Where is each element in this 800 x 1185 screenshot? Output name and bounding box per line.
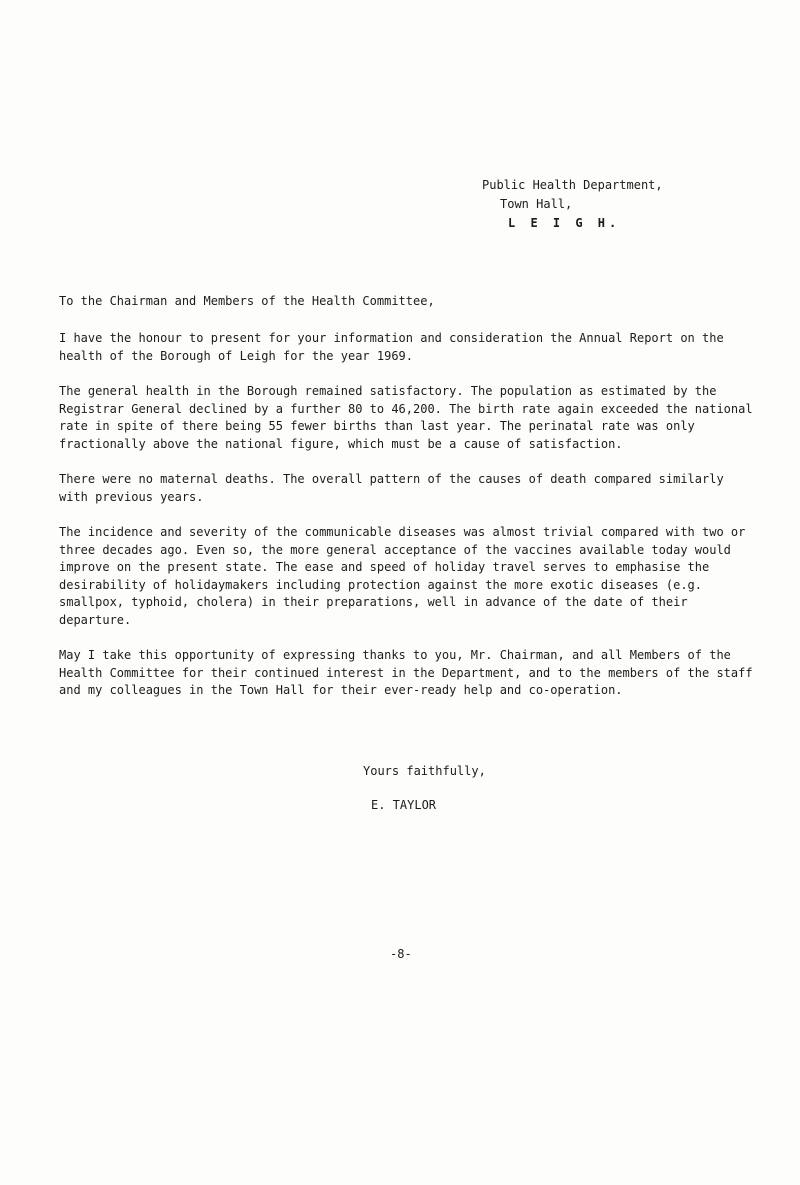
paragraph-intro: I have the honour to present for your information and consideration the Annual Report on the health of the Borough of Leigh for the year 1969. bbox=[59, 331, 724, 363]
paragraph-deaths: There were no maternal deaths. The overall pattern of the causes of death compared similarly with previous years. bbox=[59, 472, 724, 504]
address-line-department: Public Health Department, bbox=[482, 178, 663, 192]
paragraph-communicable-diseases: The incidence and severity of the communicable diseases was almost trivial compared with two or three decades ago. Even so, the more general acceptance of the vaccines available today would improve on the present state. The ease and speed of holiday travel serves to emphasise the desirability of holidaymakers including protection against the more exotic diseases (e.g. smallpox, typhoid, cholera) in their preparations, well in advance of the date of their departure. bbox=[59, 525, 746, 627]
paragraph-general-health: The general health in the Borough remained satisfactory. The population as estimated by the Registrar General declined by a further 80 to 46,200. The birth rate again exceeded the national rate in spite of there being 55 fewer births than last year. The perinatal rate was only fractionally above the national figure, which must be a cause of satisfaction. bbox=[59, 384, 753, 451]
address-line-town: L E I G H. bbox=[508, 216, 621, 230]
signature-name: E. TAYLOR bbox=[371, 798, 437, 812]
salutation: To the Chairman and Members of the Health Committee, bbox=[59, 294, 435, 308]
address-line-town-hall: Town Hall, bbox=[500, 197, 573, 211]
sign-off bbox=[363, 762, 486, 814]
sender-address bbox=[482, 176, 663, 233]
paragraph-thanks: May I take this opportunity of expressing thanks to you, Mr. Chairman, and all Members of the Health Committee for their continued interest in the Department, and to the members of the staff and my colleagues in the Town Hall for their ever-ready help and co-operation. bbox=[59, 648, 753, 697]
page-number: -8- bbox=[390, 947, 412, 961]
closing-line: Yours faithfully, bbox=[363, 764, 486, 778]
letter-body bbox=[59, 330, 759, 718]
